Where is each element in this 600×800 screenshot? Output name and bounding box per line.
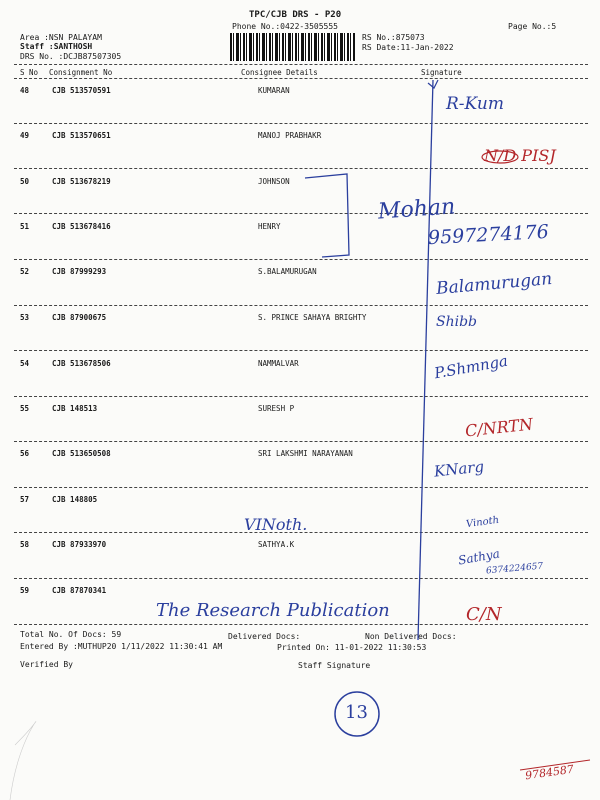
col-signature: Signature [421,68,462,77]
consignee-name: HENRY [258,222,281,231]
bracket-stroke [305,174,349,257]
area-label: Area :NSN PALAYAM [20,33,102,42]
hw-phone-58: 6374224657 [485,561,544,577]
vertical-pen-line [418,80,433,640]
entered-by: Entered By :MUTHUP20 1/11/2022 11:30:41 AM [20,642,223,651]
hw-note-55: C/NRTN [464,414,534,441]
consignment-no: CJB 513678506 [52,359,111,368]
sno: 49 [20,131,30,140]
consignee-name: KUMARAN [258,86,290,95]
consignee-name: S.BALAMURUGAN [258,267,317,276]
hw-page-number: 13 [345,702,368,723]
hw-phone-51: 9597274176 [427,220,550,250]
verified-by: Verified By [20,660,73,669]
delivered-docs: Delivered Docs: [228,632,301,641]
non-delivered-docs: Non Delivered Docs: [365,632,457,641]
hw-sign-58: Sathya [457,546,501,568]
sno: 58 [20,540,30,549]
printed-on: Printed On: 11-01-2022 11:30:53 [277,643,427,652]
consignment-no: CJB 87870341 [52,586,107,595]
consignment-no: CJB 87999293 [52,267,107,276]
hw-sign-54: P.Shmnga [433,351,510,383]
consignment-no: CJB 148805 [52,495,98,504]
consignee-name: MANOJ PRABHAKR [258,131,322,140]
consignment-no: CJB 513570651 [52,131,111,140]
staff-signature-label: Staff Signature [298,661,371,670]
sno: 56 [20,449,30,458]
hw-sign-57: Vinoth [465,514,500,531]
sno: 57 [20,495,30,504]
sno: 51 [20,222,30,231]
scan-mark [10,721,36,800]
consignment-no: CJB 513570591 [52,86,111,95]
consignee-name: S. PRINCE SAHAYA BRIGHTY [258,313,367,322]
hw-sign-53: Shibb [436,314,478,330]
hw-name-57: VINoth. [244,515,308,534]
consignment-no: CJB 87933970 [52,540,107,549]
sno: 52 [20,267,30,276]
consignment-no: CJB 148513 [52,404,98,413]
sno: 59 [20,586,30,595]
sno: 48 [20,86,30,95]
consignment-no: CJB 87900675 [52,313,107,322]
rs-number: RS No.:875073 [362,33,425,42]
hw-sign-48: R-Kum [446,94,504,114]
hw-sign-52: Balamurugan [435,268,553,300]
sno: 50 [20,177,30,186]
col-sno: S No [20,68,39,77]
consignee-name: SURESH P [258,404,295,413]
consignment-no: CJB 513678416 [52,222,111,231]
staff-label: Staff :SANTHOSH [20,42,93,51]
document-title: TPC/CJB DRS - P20 [249,10,342,20]
total-docs: Total No. Of Docs: 59 [20,630,122,639]
rs-date: RS Date:11-Jan-2022 [362,43,454,52]
sno: 54 [20,359,30,368]
consignee-name: NAMMALVAR [258,359,299,368]
sno: 53 [20,313,30,322]
hw-sign-56: KNarg [433,457,485,481]
drs-number: DRS No. :DCJB87507305 [20,52,122,61]
hw-note-59: C/N [466,604,502,625]
col-consignment: Consignment No [49,68,113,77]
consignee-name: SRI LAKSHMI NARAYANAN [258,449,353,458]
page-number: Page No.:5 [508,22,557,31]
consignment-no: CJB 513678219 [52,177,111,186]
consignee-name: SATHYA.K [258,540,295,549]
hw-sign-50: Mohan [377,194,457,225]
hw-sign-59: The Research Publication [156,600,390,621]
col-consignee: Consignee Details [241,68,318,77]
hw-sign-49: N/D PISJ [484,146,556,165]
sno: 55 [20,404,30,413]
consignee-name: JOHNSON [258,177,290,186]
consignment-no: CJB 513650508 [52,449,111,458]
phone-number: Phone No.:0422-3505555 [232,22,338,31]
hw-bottom-note: 9784587 [524,762,575,783]
